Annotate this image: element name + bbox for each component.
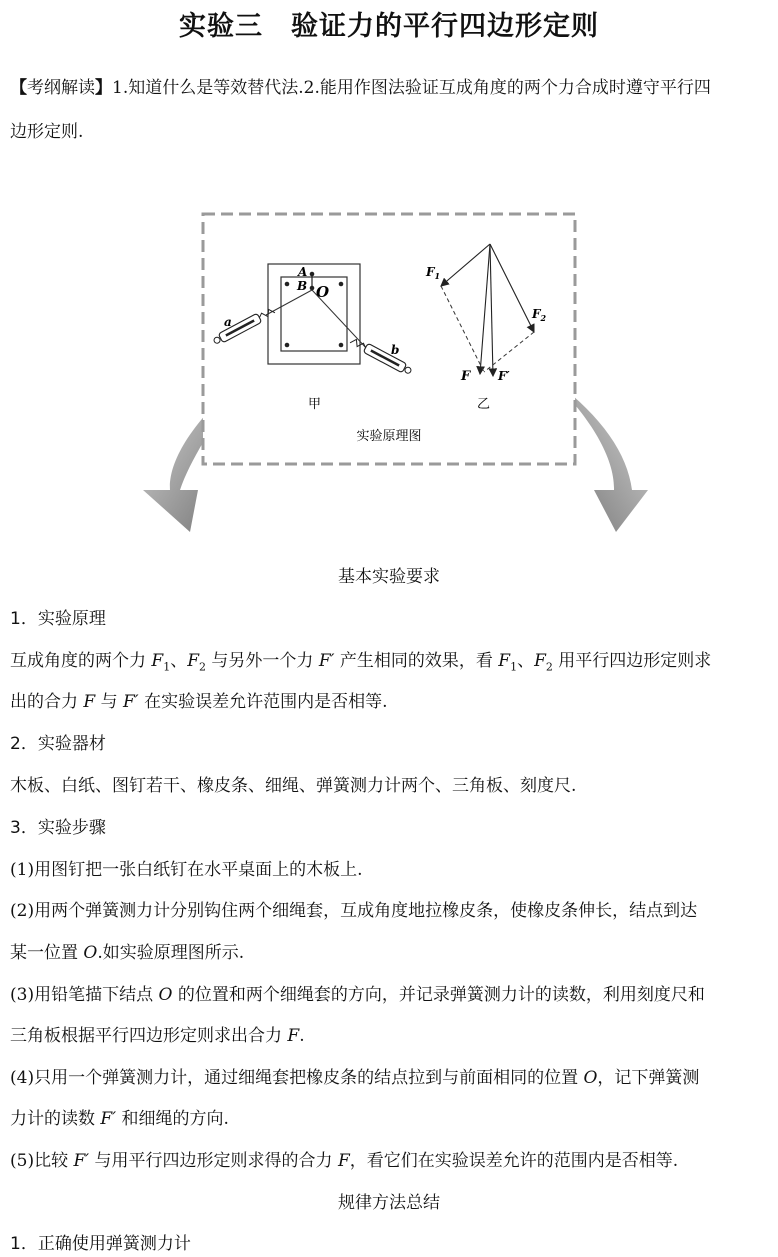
intro-text-1: 1.知道什么是等效替代法.2.能用作图法验证互成角度的两个力合成时遵守平行四: [112, 78, 711, 98]
section-spring-scale-title: 1．正确使用弹簧测力计: [10, 1234, 191, 1254]
intro-bracket-open: 【: [10, 78, 27, 98]
section-equipment-title: 2．实验器材: [10, 734, 106, 754]
step-3-line-1: (3)用铅笔描下结点 O 的位置和两个细绳套的方向，并记录弹簧测力计的读数，利用刻度尺和: [10, 985, 705, 1005]
label-yi: 乙: [477, 397, 491, 412]
label-F-prime: F′: [498, 369, 510, 383]
label-F: F: [461, 369, 471, 384]
principle-line-2: 出的合力 F 与 F′ 在实验误差允许范围内是否相等.: [10, 692, 388, 712]
intro-label: 考纲解读: [27, 78, 95, 98]
step-2-line-1: (2)用两个弹簧测力计分别钩住两个细绳套，互成角度地拉橡皮条，使橡皮条伸长，结点到达: [10, 901, 698, 921]
label-jia: 甲: [308, 397, 322, 412]
step-2-line-2: 某一位置 O.如实验原理图所示.: [10, 943, 245, 963]
principle-line-1: 互成角度的两个力 $F_1$、$F_2$ 与另外一个力 F′ 产生相同的效果，看 $F_1$、$F_2$ 用平行四边形定则求: [10, 651, 712, 674]
figure-caption: 实验原理图: [356, 429, 422, 444]
label-F2: $F_2$: [532, 307, 547, 323]
label-b: b: [391, 343, 400, 357]
label-B: B: [297, 279, 308, 293]
label-F1: $F_1$: [426, 265, 441, 281]
step-3-line-2: 三角板根据平行四边形定则求出合力 F.: [10, 1026, 305, 1046]
label-A: A: [298, 265, 308, 279]
experiment-figure: [0, 190, 778, 540]
step-4-line-2: 力计的读数 F′ 和细绳的方向.: [10, 1109, 229, 1129]
label-a: a: [224, 315, 232, 329]
method-summary-heading: 规律方法总结: [338, 1193, 440, 1213]
step-1: (1)用图钉把一张白纸钉在水平桌面上的木板上.: [10, 860, 363, 880]
section-steps-title: 3．实验步骤: [10, 818, 106, 838]
step-4-line-1: (4)只用一个弹簧测力计，通过细绳套把橡皮条的结点拉到与前面相同的位置 O，记下弹簧测: [10, 1068, 700, 1088]
figure-frame: [203, 214, 575, 464]
intro-bracket-close: 】: [95, 78, 112, 98]
syllabus-intro: [10, 66, 774, 154]
equipment-list: 木板、白纸、图钉若干、橡皮条、细绳、弹簧测力计两个、三角板、刻度尺.: [10, 776, 577, 796]
step-5: (5)比较 F′ 与用平行四边形定则求得的合力 F，看它们在实验误差允许的范围内是否相等.: [10, 1151, 679, 1171]
label-O: O: [316, 283, 330, 301]
basic-requirements-heading: 基本实验要求: [338, 567, 440, 587]
intro-text-2: 边形定则.: [10, 122, 84, 142]
section-principle-title: 1．实验原理: [10, 609, 106, 629]
page-title: 实验三 验证力的平行四边形定则: [179, 11, 599, 42]
